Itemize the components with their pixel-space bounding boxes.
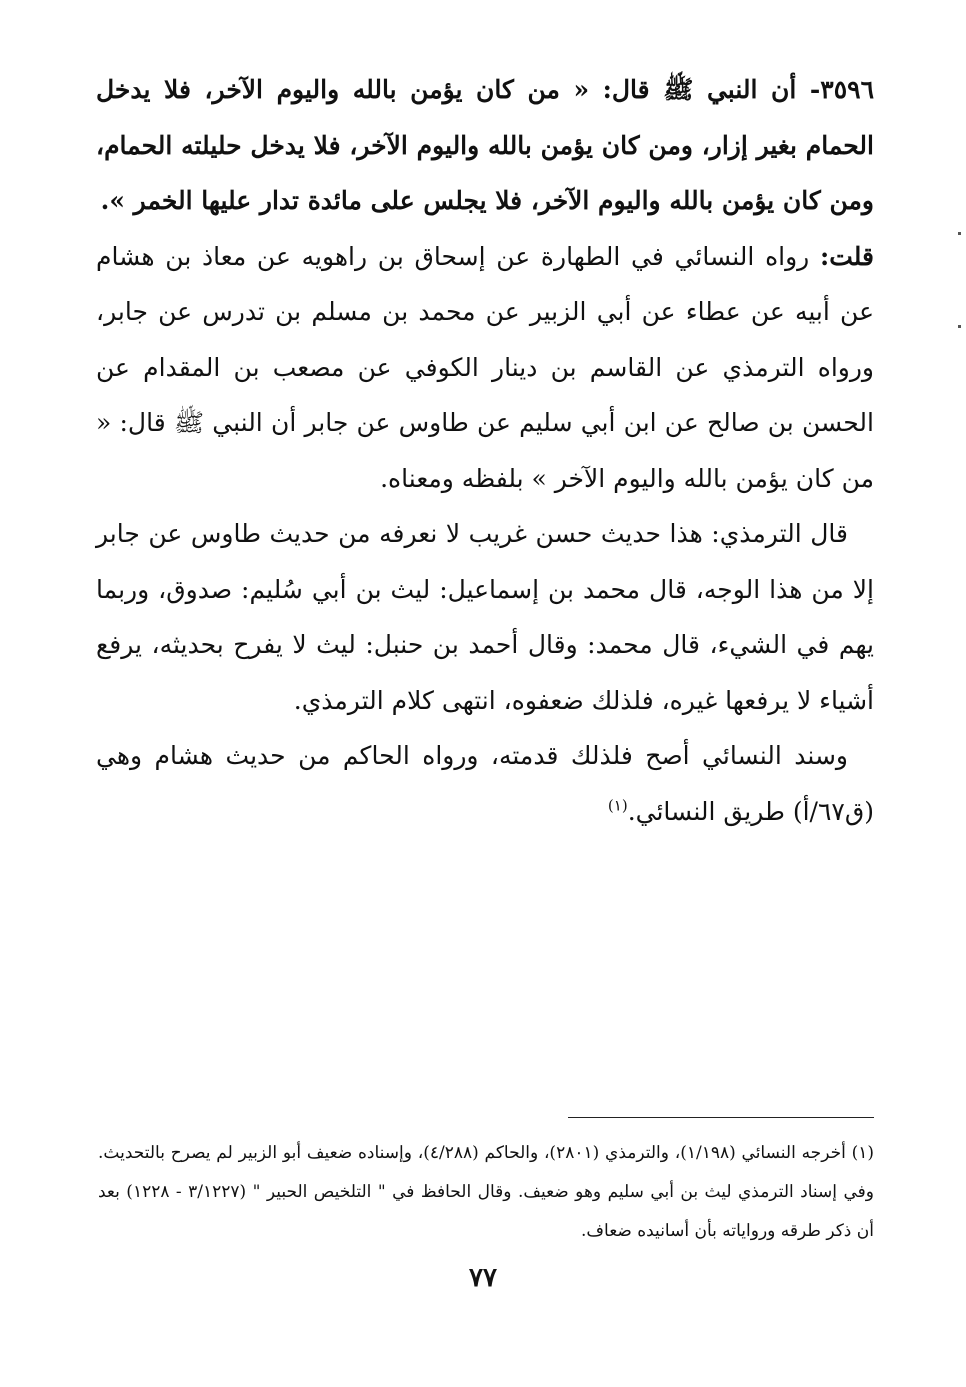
hadith-paragraph: ٣٥٩٦- أن النبي ﷺ قال: « من كان يؤمن بالله واليوم الآخر، فلا يدخل الحمام بغير إزار، ومن كان يؤمن بالله واليوم الآخر، فلا يدخل حليلته الحمام، ومن كان يؤمن بالله واليوم الآخر، فلا يجلس على مائدة تدار عليها الخمر ».: [96, 75, 874, 215]
closing-paragraph: [96, 728, 874, 839]
scan-speck: [958, 325, 961, 328]
footnote-item: (١) أخرجه النسائي (١/١٩٨)، والترمذي (٢٨٠١)، والحاكم (٤/٢٨٨)، وإسناده ضعيف أبو الزبير لم يصرح بالتحديث. وفي إسناد الترمذي ليث بن أبي سليم وهو ضعيف. وقال الحافظ في " التلخيص الحبير " (٣/١٢٢٧ - ١٢٢٨) بعد أن ذكر طرقه ورواياته بأن أسانيده ضعاف.: [98, 1143, 874, 1241]
page-number: ٧٧: [469, 1263, 497, 1293]
tirmidhi-paragraph: قال الترمذي: هذا حديث حسن غريب لا نعرفه من حديث طاوس عن جابر إلا من هذا الوجه، قال محمد بن إسماعيل: ليث بن أبي سُليم: صدوق، وربما يهم في الشيء، قال محمد: وقال أحمد بن حنبل: ليث لا يفرح بحديثه، يرفع أشياء لا يرفعها غيره، فلذلك ضعفوه، انتهى كلام الترمذي.: [96, 519, 874, 715]
commentary-paragraph: [96, 229, 874, 507]
main-text-body: [96, 62, 874, 839]
commentary-text: رواه النسائي في الطهارة عن إسحاق بن راهويه عن معاذ بن هشام عن أبيه عن عطاء عن أبي الزبير عن محمد بن مسلم بن تدرس عن جابر، ورواه الترمذي عن القاسم بن دينار الكوفي عن مصعب بن المقدام عن الحسن بن صالح عن ابن أبي سليم عن طاوس عن جابر أن النبي ﷺ قال: « من كان يؤمن بالله واليوم الآخر » بلفظه ومعناه.: [96, 241, 874, 493]
closing-text: وسند النسائي أصح فلذلك قدمته، ورواه الحاكم من حديث هشام وهي (ق٦٧/أ) طريق النسائي.: [96, 741, 874, 826]
commentary-label: قلت:: [819, 241, 874, 271]
footnote-divider: [568, 1117, 874, 1118]
scan-speck: [958, 232, 961, 235]
footnote-section: [98, 1134, 874, 1251]
footnote-reference[interactable]: (١): [607, 796, 628, 815]
